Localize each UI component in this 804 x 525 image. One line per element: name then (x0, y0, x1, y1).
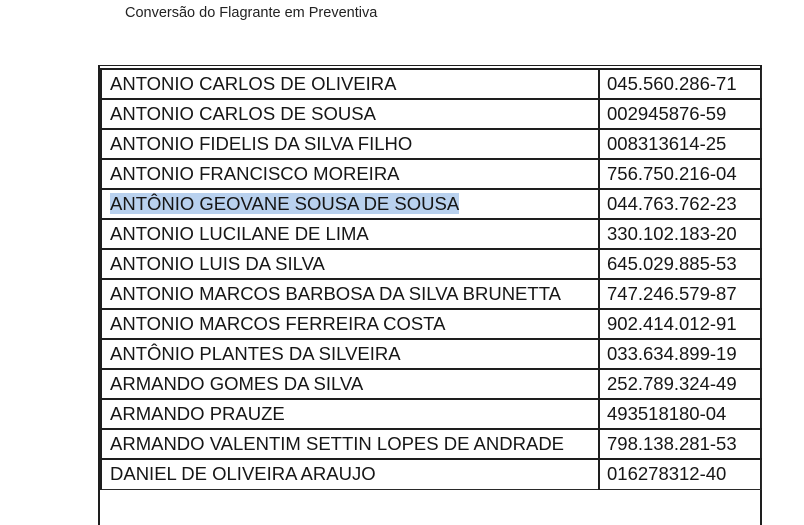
table-row (101, 159, 761, 189)
cpf-cell[interactable]: 493518180-04 (599, 399, 761, 429)
cpf-cell[interactable]: 044.763.762-23 (599, 189, 761, 219)
document-header: Conversão do Flagrante em Preventiva (125, 5, 378, 21)
people-table-container (98, 65, 762, 525)
name-cell[interactable] (101, 369, 599, 399)
name-cell[interactable] (101, 459, 599, 489)
table-row (101, 339, 761, 369)
person-name[interactable]: ANTONIO MARCOS BARBOSA DA SILVA BRUNETTA (110, 283, 561, 304)
name-cell[interactable] (101, 69, 599, 99)
table-row (101, 459, 761, 489)
cpf-cell[interactable]: 016278312-40 (599, 459, 761, 489)
person-name[interactable]: ANTONIO CARLOS DE OLIVEIRA (110, 73, 397, 94)
table-row (101, 99, 761, 129)
person-name[interactable]: ANTÔNIO GEOVANE SOUSA DE SOUSA (110, 193, 460, 214)
cpf-cell[interactable]: 045.560.286-71 (599, 69, 761, 99)
name-cell[interactable] (101, 129, 599, 159)
table-row (101, 69, 761, 99)
person-name[interactable]: ANTONIO FRANCISCO MOREIRA (110, 163, 400, 184)
people-table-body (101, 69, 761, 489)
person-name[interactable]: ARMANDO GOMES DA SILVA (110, 373, 364, 394)
name-cell[interactable] (101, 99, 599, 129)
table-row (101, 309, 761, 339)
cpf-cell[interactable]: 033.634.899-19 (599, 339, 761, 369)
table-row (101, 249, 761, 279)
table-row (101, 429, 761, 459)
table-row (101, 189, 761, 219)
cpf-cell[interactable]: 756.750.216-04 (599, 159, 761, 189)
name-cell[interactable] (101, 339, 599, 369)
cpf-cell[interactable]: 252.789.324-49 (599, 369, 761, 399)
table-row (101, 279, 761, 309)
name-cell[interactable] (101, 429, 599, 459)
cpf-cell[interactable]: 747.246.579-87 (599, 279, 761, 309)
cpf-cell[interactable]: 798.138.281-53 (599, 429, 761, 459)
cpf-cell[interactable]: 002945876-59 (599, 99, 761, 129)
table-row (101, 399, 761, 429)
table-row (101, 219, 761, 249)
person-name[interactable]: ANTONIO CARLOS DE SOUSA (110, 103, 376, 124)
cpf-cell[interactable]: 008313614-25 (599, 129, 761, 159)
name-cell[interactable] (101, 219, 599, 249)
cpf-cell[interactable]: 330.102.183-20 (599, 219, 761, 249)
person-name[interactable]: ANTONIO FIDELIS DA SILVA FILHO (110, 133, 413, 154)
name-cell[interactable] (101, 279, 599, 309)
person-name[interactable]: ARMANDO VALENTIM SETTIN LOPES DE ANDRADE (110, 433, 565, 454)
person-name[interactable]: ARMANDO PRAUZE (110, 403, 285, 424)
person-name[interactable]: DANIEL DE OLIVEIRA ARAUJO (110, 463, 376, 485)
person-name[interactable]: ANTONIO LUCILANE DE LIMA (110, 223, 369, 244)
cpf-cell[interactable]: 902.414.012-91 (599, 309, 761, 339)
cpf-cell[interactable]: 645.029.885-53 (599, 249, 761, 279)
people-table (100, 68, 762, 490)
name-cell[interactable] (101, 189, 599, 219)
name-cell[interactable] (101, 309, 599, 339)
person-name[interactable]: ANTONIO MARCOS FERREIRA COSTA (110, 313, 446, 334)
table-row (101, 129, 761, 159)
person-name[interactable]: ANTONIO LUIS DA SILVA (110, 253, 325, 274)
name-cell[interactable] (101, 399, 599, 429)
person-name[interactable]: ANTÔNIO PLANTES DA SILVEIRA (110, 343, 401, 364)
name-cell[interactable] (101, 159, 599, 189)
table-row (101, 369, 761, 399)
name-cell[interactable] (101, 249, 599, 279)
